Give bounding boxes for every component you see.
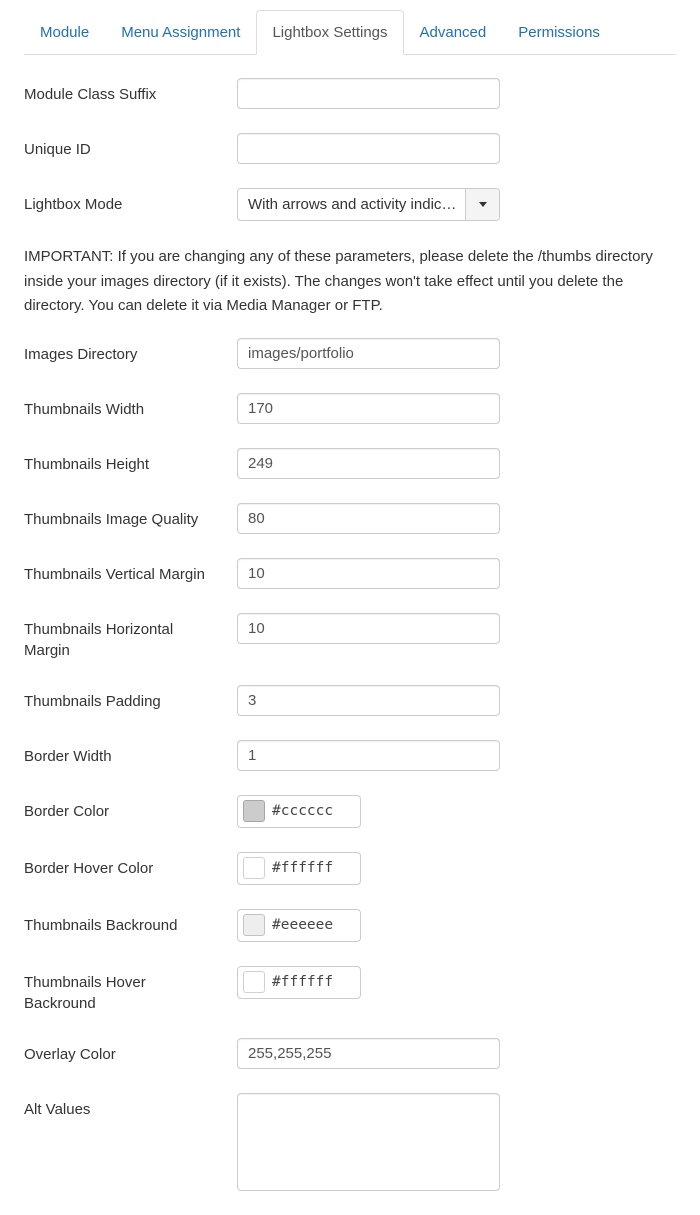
color-hex-value: #cccccc (272, 803, 334, 819)
tab-menu-assignment[interactable]: Menu Assignment (121, 24, 241, 41)
thumbnails-vertical-margin-input[interactable] (237, 558, 500, 589)
color-hex-value: #eeeeee (272, 917, 334, 933)
field-row-overlay-color (24, 1038, 676, 1069)
thumbnails-hover-backround-input[interactable] (237, 966, 361, 999)
field-row-thumbnails-image-quality (24, 503, 676, 534)
images-directory-input[interactable] (237, 338, 500, 369)
color-hex-value: #ffffff (272, 974, 334, 990)
field-row-lightbox-mode (24, 188, 676, 221)
field-row-border-hover-color (24, 852, 676, 885)
lightbox-mode-label: Lightbox Mode (24, 196, 123, 213)
chevron-down-icon (479, 202, 487, 207)
lightbox-settings-form (24, 55, 676, 1191)
border-color-label: Border Color (24, 802, 110, 820)
color-swatch (243, 800, 265, 822)
field-row-thumbnails-padding (24, 685, 676, 716)
module-class-suffix-label: Module Class Suffix (24, 86, 157, 103)
field-row-module-class-suffix (24, 78, 676, 109)
field-row-thumbnails-hover-backround (24, 966, 676, 1014)
tab-advanced[interactable]: Advanced (419, 24, 487, 41)
thumbnails-horizontal-margin-input[interactable] (237, 613, 500, 644)
field-row-border-width (24, 740, 676, 771)
field-row-thumbnails-horizontal-margin (24, 613, 676, 661)
overlay-color-label: Overlay Color (24, 1045, 116, 1063)
color-swatch (243, 857, 265, 879)
tab-permissions[interactable]: Permissions (518, 24, 600, 41)
thumbnails-padding-label: Thumbnails Padding (24, 692, 161, 710)
color-hex-value: #ffffff (272, 860, 334, 876)
thumbnails-horizontal-margin-label: Thumbnails Horizontal Margin (24, 620, 174, 659)
lightbox-mode-select[interactable] (237, 188, 500, 221)
field-row-images-directory (24, 338, 676, 369)
border-hover-color-label: Border Hover Color (24, 859, 154, 877)
dropdown-toggle-button[interactable] (465, 189, 499, 220)
unique-id-input[interactable] (237, 133, 500, 164)
thumbnails-vertical-margin-label: Thumbnails Vertical Margin (24, 565, 205, 583)
thumbnails-backround-label: Thumbnails Backround (24, 916, 178, 934)
border-hover-color-input[interactable] (237, 852, 361, 885)
thumbnails-image-quality-input[interactable] (237, 503, 500, 534)
alt-values-label: Alt Values (24, 1100, 91, 1118)
field-row-thumbnails-width (24, 393, 676, 424)
tab-module[interactable]: Module (40, 24, 90, 41)
thumbnails-backround-input[interactable] (237, 909, 361, 942)
field-row-border-color (24, 795, 676, 828)
tab-lightbox-settings[interactable]: Lightbox Settings (256, 10, 403, 55)
field-row-alt-values (24, 1093, 676, 1191)
tab-bar (24, 10, 676, 55)
field-row-unique-id (24, 133, 676, 164)
thumbnails-height-label: Thumbnails Height (24, 455, 150, 473)
field-row-thumbnails-backround (24, 909, 676, 942)
color-swatch (243, 971, 265, 993)
border-color-input[interactable] (237, 795, 361, 828)
color-swatch (243, 914, 265, 936)
border-width-input[interactable] (237, 740, 500, 771)
overlay-color-input[interactable] (237, 1038, 500, 1069)
thumbnails-padding-input[interactable] (237, 685, 500, 716)
thumbnails-width-input[interactable] (237, 393, 500, 424)
border-width-label: Border Width (24, 747, 112, 765)
thumbnails-image-quality-label: Thumbnails Image Quality (24, 510, 199, 528)
thumbnails-height-input[interactable] (237, 448, 500, 479)
important-notice: IMPORTANT: If you are changing any of these parameters, please delete the /thumbs directory inside your images directory (if it exists). The changes won't take effect until you delete the directory. You can delete it via Media Manager or FTP. (24, 248, 653, 314)
field-row-thumbnails-vertical-margin (24, 558, 676, 589)
alt-values-textarea[interactable] (237, 1093, 500, 1191)
field-row-thumbnails-height (24, 448, 676, 479)
images-directory-label: Images Directory (24, 345, 138, 363)
module-class-suffix-input[interactable] (237, 78, 500, 109)
unique-id-label: Unique ID (24, 141, 91, 158)
thumbnails-width-label: Thumbnails Width (24, 400, 145, 418)
thumbnails-hover-backround-label: Thumbnails Hover Backround (24, 973, 146, 1012)
lightbox-mode-selected-value: With arrows and activity indic… (248, 196, 457, 213)
